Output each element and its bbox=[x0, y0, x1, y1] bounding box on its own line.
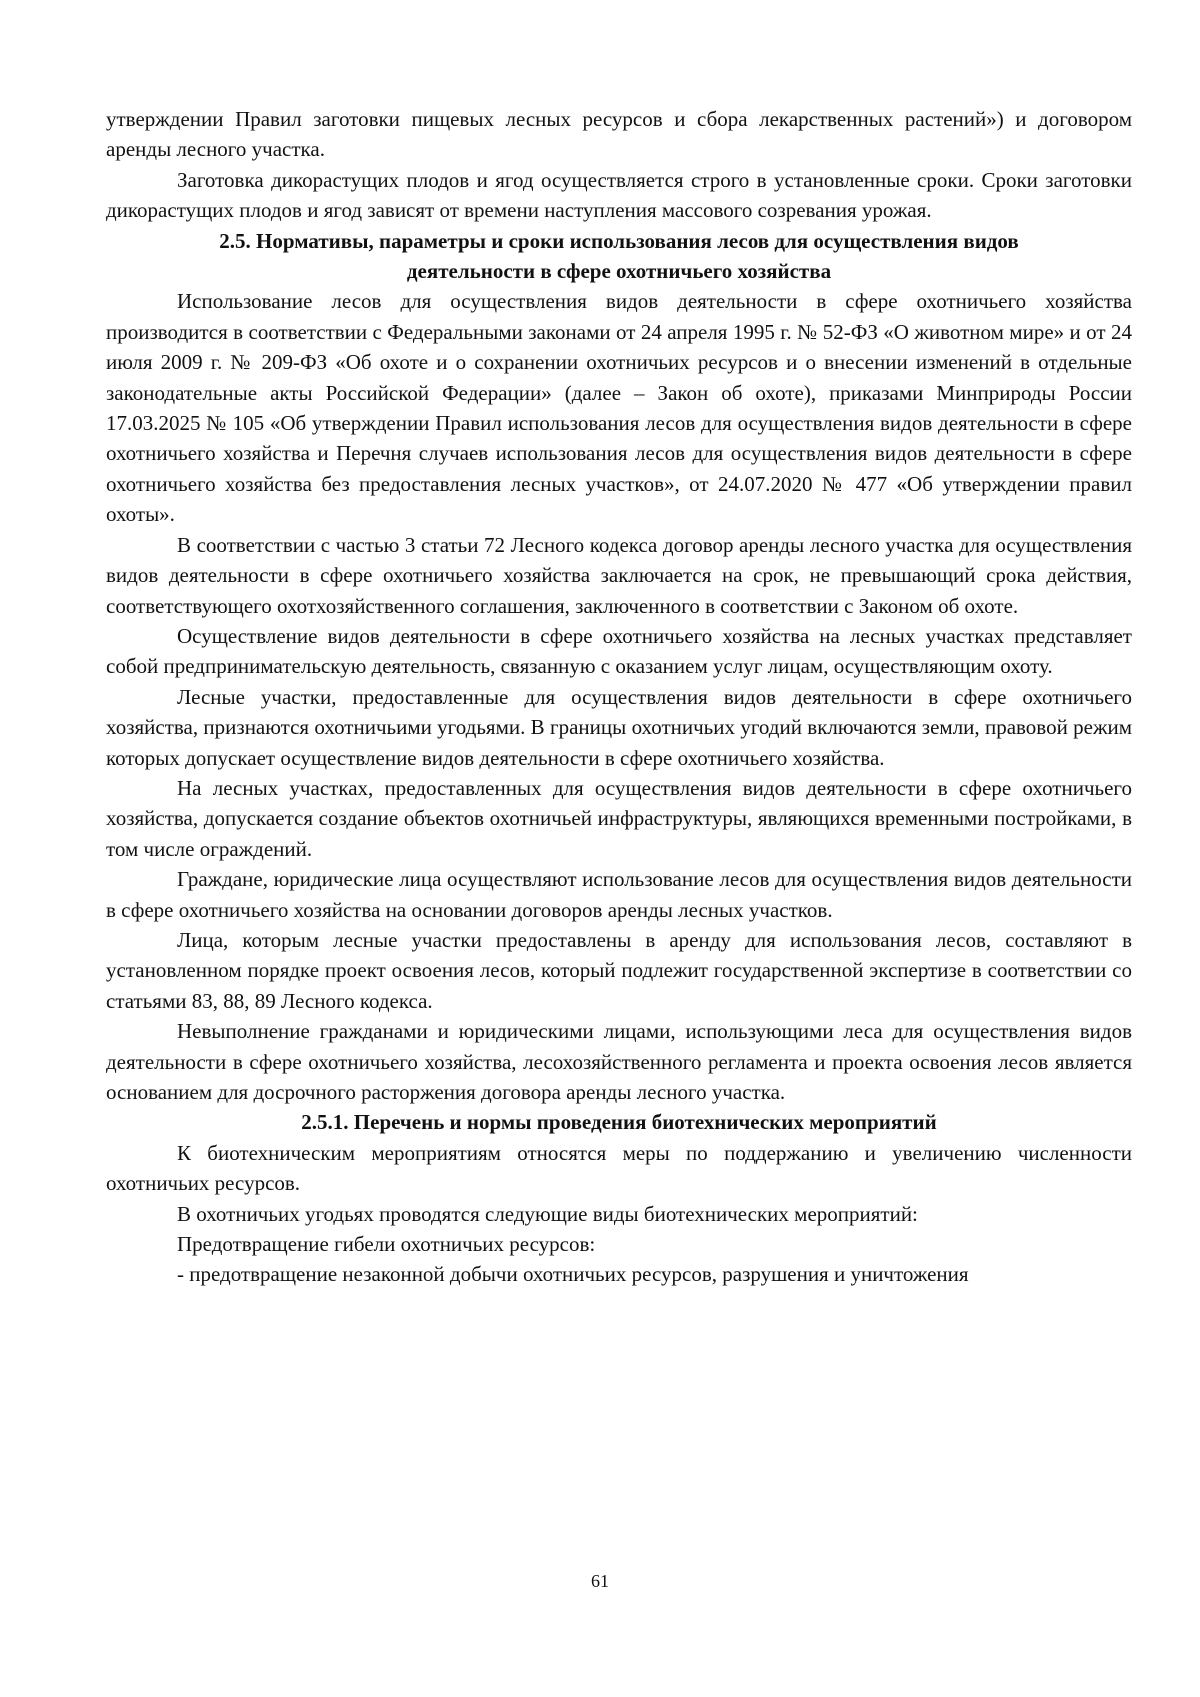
section-heading-line-1: 2.5. Нормативы, параметры и сроки использования лесов для осуществления видов bbox=[219, 228, 1019, 253]
paragraph-lease-term: В соответствии с частью 3 статьи 72 Лесного кодекса договор аренды лесного участка для осуществления видов деятельности в сфере охотничьего хозяйства заключается на срок, не превышающий срока действия, соответствующего охотхозяйственного соглашения, заключенного в соответствии с Законом об охоте. bbox=[106, 532, 1132, 618]
page-number: 61 bbox=[591, 1571, 609, 1591]
paragraph-hunting-grounds: Лесные участки, предоставленные для осуществления видов деятельности в сфере охотничьего хозяйства, признаются охотничьими угодьями. В границы охотничьих угодий включаются земли, правовой режим которых допускает осуществление видов деятельности в сфере охотничьего хозяйства. bbox=[106, 684, 1132, 770]
document-body bbox=[106, 104, 1132, 1290]
paragraph-infrastructure: На лесных участках, предоставленных для осуществления видов деятельности в сфере охотничьего хозяйства, допускается создание объектов охотничьей инфраструктуры, являющихся временными постройками, в том числе ограждений. bbox=[106, 775, 1132, 861]
paragraph-legal-basis: Использование лесов для осуществления видов деятельности в сфере охотничьего хозяйства производится в соответствии с Федеральными законами от 24 апреля 1995 г. № 52-ФЗ «О животном мире» и от 24 июля 2009 г. № 209-ФЗ «Об охоте и о сохранении охотничьих ресурсов и о внесении изменений в отдельные законодательные акты Российской Федерации» (далее – Закон об охоте), приказами Минприроды России 17.03.2025 № 105 «Об утверждении Правил использования лесов для осуществления видов деятельности в сфере охотничьего хозяйства и Перечня случаев использования лесов для осуществления видов деятельности в сфере охотничьего хозяйства без предоставления лесных участков», от 24.07.2020 № 477 «Об утверждении правил охоты». bbox=[106, 289, 1132, 527]
subsection-heading-2-5-1: 2.5.1. Перечень и нормы проведения биотехнических мероприятий bbox=[301, 1110, 937, 1135]
paragraph-termination: Невыполнение гражданами и юридическими лицами, использующими леса для осуществления видов деятельности в сфере охотничьего хозяйства, лесохозяйственного регламента и проекта освоения лесов является основанием для досрочного расторжения договора аренды лесного участка. bbox=[106, 1019, 1132, 1104]
paragraph-biotech-definition: К биотехническим мероприятиям относятся меры по поддержанию и увеличению численности охотничьих ресурсов. bbox=[106, 1140, 1132, 1196]
paragraph-lease-basis: Граждане, юридические лица осуществляют использование лесов для осуществления видов деятельности в сфере охотничьего хозяйства на основании договоров аренды лесных участков. bbox=[106, 867, 1132, 922]
paragraph-forest-project: Лица, которым лесные участки предоставлены в аренду для использования лесов, составляют в установленном порядке проект освоения лесов, который подлежит государственной экспертизе в соответствии со статьями 83, 88, 89 Лесного кодекса. bbox=[106, 927, 1132, 1013]
paragraph-biotech-types: В охотничьих угодьях проводятся следующие виды биотехнических мероприятий: bbox=[177, 1201, 918, 1226]
section-heading-2-5 bbox=[106, 226, 1132, 287]
paragraph-harvest-terms: Заготовка дикорастущих плодов и ягод осуществляется строго в установленные сроки. Сроки заготовки дикорастущих плодов и ягод зависят от времени наступления массового созревания урожая. bbox=[106, 167, 1132, 223]
paragraph-continuation: утверждении Правил заготовки пищевых лесных ресурсов и сбора лекарственных растений») и договором аренды лесного участка. bbox=[106, 107, 1132, 162]
paragraph-prevention-heading: Предотвращение гибели охотничьих ресурсов: bbox=[177, 1232, 596, 1257]
section-heading-line-2: деятельности в сфере охотничьего хозяйства bbox=[406, 259, 832, 284]
paragraph-business-activity: Осуществление видов деятельности в сфере охотничьего хозяйства на лесных участках представляет собой предпринимательскую деятельность, связанную с оказанием услуг лицам, осуществляющим охоту. bbox=[106, 623, 1132, 679]
list-item-prevention: - предотвращение незаконной добычи охотничьих ресурсов, разрушения и уничтожения bbox=[177, 1262, 969, 1287]
